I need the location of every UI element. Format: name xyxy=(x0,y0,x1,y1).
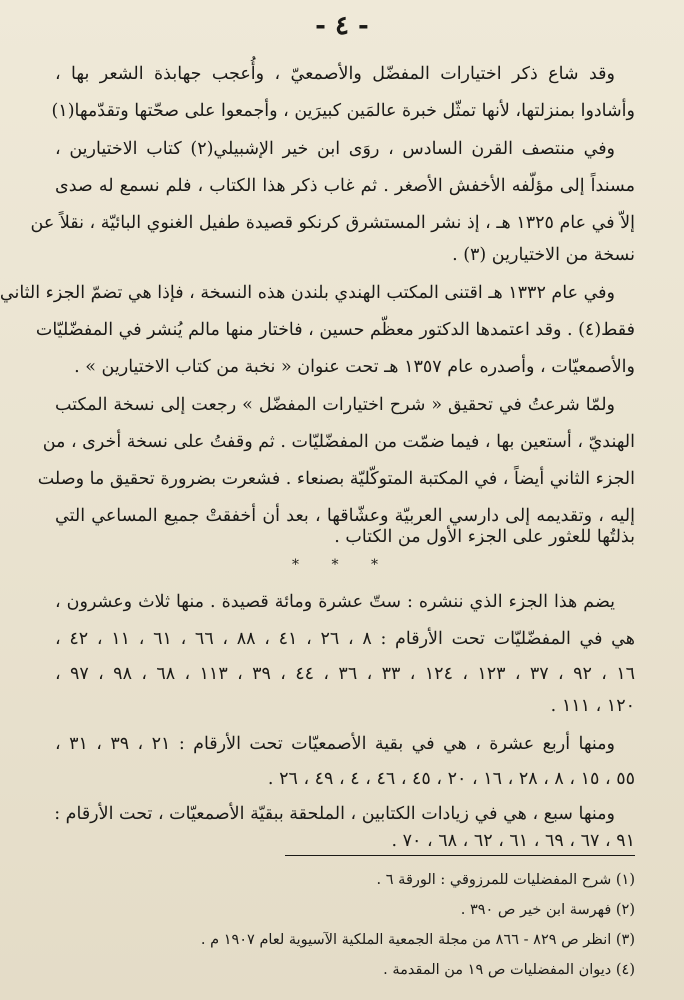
paragraph-1-line-1: وقد شاع ذكر اختيارات المفضّل والأصمعيّ ، وأُعجب جهابذة الشعر بها ، xyxy=(55,64,615,84)
paragraph-1-line-3: وفي منتصف القرن السادس ، روَى ابن خير الإشبيلي(٢) كتاب الاختيارين ، xyxy=(55,139,616,159)
paragraph-3-line-1: ولمّا شرعتُ في تحقيق « شرح اختيارات المفضّل » رجعت إلى نسخة المكتب xyxy=(55,395,615,415)
paragraph-2-line-2: فقط(٤) . وقد اعتمدها الدكتور معظّم حسين ، فاختار منها مالم يُنشر في المفضّليّات xyxy=(35,320,635,340)
paragraph-3-line-4: إليه ، وتقديمه إلى دارسي العربيّة وعشّاقها ، بعد أن أخفقتْ جميع المساعي التي xyxy=(55,506,635,526)
footnote-3: (٣) انظر ص ٨٢٩ - ٨٦٦ من مجلة الجمعية الملكية الآسيوية لعام ١٩٠٧ م . xyxy=(200,932,635,948)
paragraph-1-line-2: وأشادوا بمنزلتها، لأنها تمثّل خبرة عالمَين كبيرَين ، وأجمعوا على صحّتها وتقدّمها(١) xyxy=(51,101,635,121)
stats-2-line-1: ومنها أربع عشرة ، هي في بقية الأصمعيّات تحت الأرقام : ٢١ ، ٣٩ ، ٣١ ، xyxy=(55,734,616,754)
stats-2-line-2: ٥٥ ، ١٥ ، ٨ ، ٢٨ ، ١٦ ، ٢٠ ، ٤٥ ، ٤٦ ، ٤ ، ٤٩ ، ٢٦ . xyxy=(267,769,635,789)
stats-3-line-2: ٩١ ، ٦٧ ، ٦٩ ، ٦١ ، ٦٢ ، ٦٨ ، ٧٠ . xyxy=(391,831,635,851)
stats-3-line-1: ومنها سبع ، هي في زيادات الكتابين ، الملحقة ببقيّة الأصمعيّات ، تحت الأرقام : xyxy=(54,804,615,824)
stats-1-line-4: ١٢٠ ، ١١١ . xyxy=(550,696,635,716)
footnote-4: (٤) ديوان المفضليات ص ١٩ من المقدمة . xyxy=(383,962,635,978)
paragraph-2-line-3: والأصمعيّات ، وأصدره عام ١٣٥٧ هـ تحت عنوان « نخبة من كتاب الاختيارين » . xyxy=(74,357,635,377)
paragraph-3-line-5: بذلتُها للعثور على الجزء الأول من الكتاب . xyxy=(334,527,635,547)
paragraph-1-line-5: إلاّ في عام ١٣٢٥ هـ ، إذ نشر المستشرق كرنكو قصيدة طفيل الغنوي البائيّة ، نقلاً عن xyxy=(30,213,635,233)
footnote-2: (٢) فهرسة ابن خير ص ٣٩٠ . xyxy=(460,902,635,918)
paragraph-1-line-6: نسخة من الاختيارين (٣) . xyxy=(452,245,635,265)
stats-1-line-2: هي في المفضّليّات تحت الأرقام : ٨ ، ٢٦ ، ٤١ ، ٨٨ ، ٦٦ ، ٦١ ، ١١ ، ٤٢ ، xyxy=(55,629,635,649)
paragraph-2-line-1: وفي عام ١٣٣٢ هـ اقتنى المكتب الهندي بلندن هذه النسخة ، فإذا هي تضمّ الجزء الثاني xyxy=(0,283,615,303)
section-separator: * * * xyxy=(292,557,392,573)
paragraph-3-line-3: الجزء الثاني أيضاً ، في المكتبة المتوكّليّة بصنعاء . فشعرت بضرورة تحقيق ما وصلت xyxy=(37,469,635,489)
footnote-divider xyxy=(285,855,635,856)
paragraph-1-line-4: مسنداً إلى مؤلّفه الأخفش الأصغر . ثم غاب ذكر هذا الكتاب ، فلم نسمع له صدى xyxy=(55,176,635,196)
page-number: - ٤ - xyxy=(315,11,369,41)
stats-1-line-3: ١٦ ، ٩٢ ، ٣٧ ، ١٢٣ ، ١٢٤ ، ٣٣ ، ٣٦ ، ٤٤ ، ٣٩ ، ١١٣ ، ٦٨ ، ٩٨ ، ٩٧ ، xyxy=(55,664,636,684)
footnote-1: (١) شرح المفضليات للمرزوقي : الورقة ٦ . xyxy=(376,872,635,888)
stats-1-line-1: يضم هذا الجزء الذي ننشره : ستّ عشرة ومائة قصيدة . منها ثلاث وعشرون ، xyxy=(55,592,615,612)
paragraph-3-line-2: الهنديّ ، أستعين بها ، فيما ضمّت من المفضّليّات . ثم وقفتُ على نسخة أخرى ، من xyxy=(42,432,635,452)
